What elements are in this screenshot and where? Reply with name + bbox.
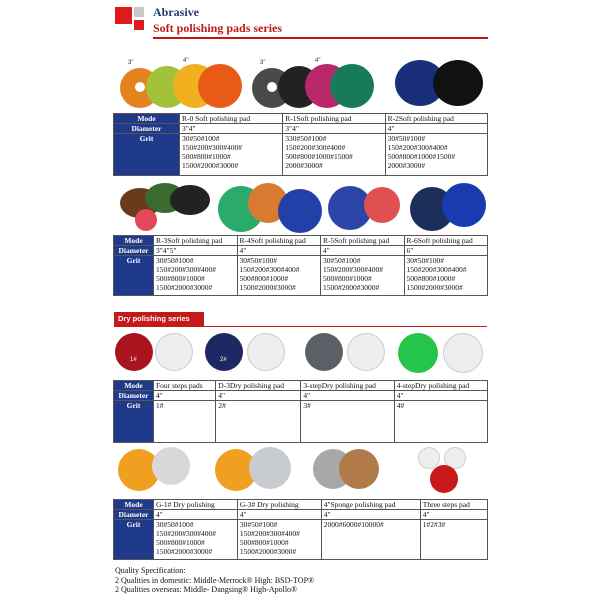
row-label-grit: Grit	[114, 134, 180, 176]
grit-line: 30#50#100#	[239, 520, 278, 529]
grit-line: 150#200#300#400#	[406, 265, 467, 274]
product-image-r5	[328, 183, 403, 233]
grit-cell	[237, 520, 321, 560]
spec-table-3	[113, 380, 488, 443]
grit-line: 150#200#300#400#	[387, 143, 448, 152]
product-image-4step	[398, 333, 488, 373]
size-label: 3"	[260, 60, 266, 66]
diameter-cell: 4"	[216, 391, 301, 401]
mode-cell: R-6Soft polishing pad	[404, 236, 488, 246]
grit-line: 150#200#300#400#	[239, 265, 300, 274]
spec-table-4	[113, 499, 488, 560]
grit-label: 2#	[220, 357, 227, 363]
grit-cell	[154, 520, 238, 560]
grit-line: 1500#2000#3000#	[323, 283, 380, 292]
grit-line: 1500#2000#3000#	[406, 283, 463, 292]
row-label-mode: Mode	[114, 114, 180, 124]
row-label-mode: Mode	[114, 500, 154, 510]
product-image-g1	[118, 447, 198, 492]
mode-cell: Three steps pad	[420, 500, 487, 510]
product-image-r4	[218, 183, 323, 233]
mode-cell: 3-stepDry polishing pad	[301, 381, 394, 391]
mode-cell: R-0 Soft polishing pad	[180, 114, 283, 124]
grit-line: 1500#2000#3000#	[239, 283, 296, 292]
grit-cell: 1#	[154, 401, 216, 443]
grit-cell: 3#	[301, 401, 394, 443]
grit-cell	[283, 134, 385, 176]
mode-cell: 4-stepDry polishing pad	[394, 381, 487, 391]
grit-line: 150#200#300#400#	[156, 529, 216, 538]
product-image-r1	[250, 58, 375, 108]
grit-line: 150#200#300#400#	[285, 143, 346, 152]
page-title: Abrasive	[153, 5, 199, 19]
grit-cell	[404, 256, 488, 296]
grit-line: 1500#2000#3000#	[156, 547, 213, 556]
size-label: 4"	[315, 58, 321, 64]
grit-line: 1500#2000#3000#	[182, 161, 239, 170]
grit-line: 30#50#100#	[156, 520, 194, 529]
grit-line: 500#800#1000#	[239, 274, 289, 283]
grit-line: 500#800#1000#1500#	[387, 152, 456, 161]
diameter-cell: 4"	[237, 246, 321, 256]
grit-line: 30#50#100#	[323, 256, 361, 265]
grit-cell	[180, 134, 283, 176]
grit-line: 500#800#1000#	[406, 274, 456, 283]
grit-line: 330#50#100#	[285, 134, 327, 143]
mode-cell: 4"Sponge polishing pad	[321, 500, 420, 510]
product-image-sponge	[313, 447, 383, 492]
diameter-cell: 4"	[385, 124, 487, 134]
mode-cell: R-4Soft polishing pad	[237, 236, 321, 246]
product-image-g3	[215, 447, 295, 492]
header-divider	[153, 37, 488, 39]
logo-square-red	[115, 7, 132, 24]
diameter-cell: 4"	[321, 246, 405, 256]
grit-line: 30#50#100#	[406, 256, 444, 265]
mode-cell: D-3Dry polishing pad	[216, 381, 301, 391]
diameter-cell: 4"	[237, 510, 321, 520]
diameter-cell: 3"4"	[180, 124, 283, 134]
mode-cell: G-3# Dry polishing	[237, 500, 321, 510]
grit-line: 150#200#300#400#	[156, 265, 216, 274]
mode-cell: R-5Soft polishing pad	[321, 236, 405, 246]
product-image-four-steps	[115, 333, 195, 373]
grit-line: 1500#2000#3000#	[156, 283, 213, 292]
diameter-cell: 3"4"	[283, 124, 385, 134]
product-image-r3	[115, 183, 215, 233]
product-image-3step	[305, 333, 390, 373]
quality-domestic: 2 Qualities in domestic: Middle-Merrock® High: BSD-TOP®	[115, 575, 315, 585]
quality-specification	[115, 566, 314, 595]
grit-line: 30#50#100#	[239, 256, 277, 265]
page-subtitle: Soft polishing pads series	[153, 21, 283, 35]
grit-line: 30#50#100#	[387, 134, 426, 143]
grit-line: 2000#3000#	[387, 161, 426, 170]
row-label-grit: Grit	[114, 256, 154, 296]
diameter-cell: 4"	[301, 391, 394, 401]
grit-cell: 1#2#3#	[420, 520, 487, 560]
mode-cell: Four steps pads	[154, 381, 216, 391]
row-label-mode: Mode	[114, 381, 154, 391]
grit-label: 1#	[130, 357, 137, 363]
grit-line: 500#800#1000#	[239, 538, 289, 547]
row-label-diameter: Diameter	[114, 510, 154, 520]
section-divider	[114, 326, 487, 327]
product-image-r2	[395, 58, 485, 108]
grit-line: 150#200#300#400#	[323, 265, 383, 274]
grit-cell: 2#	[216, 401, 301, 443]
product-image-d3	[205, 333, 290, 373]
grit-line: 150#200#300#400#	[182, 143, 242, 152]
grit-line: 500#800#1000#	[156, 538, 205, 547]
diameter-cell: 3"4"5"	[154, 246, 238, 256]
grit-cell: 2000#6000#10000#	[321, 520, 420, 560]
grit-cell	[237, 256, 321, 296]
diameter-cell: 4"	[154, 391, 216, 401]
grit-line: 500#800#1000#	[182, 152, 231, 161]
spec-table-1	[113, 113, 488, 176]
product-image-r0	[118, 58, 243, 108]
row-label-grit: Grit	[114, 520, 154, 560]
mode-cell: G-1# Dry polishing	[154, 500, 238, 510]
diameter-cell: 4"	[321, 510, 420, 520]
size-label: 3"	[128, 60, 134, 66]
row-label-mode: Mode	[114, 236, 154, 246]
grit-line: 150#200#300#400#	[239, 529, 300, 538]
size-label: 4"	[183, 58, 189, 64]
section-banner: Dry polishing series	[114, 312, 204, 326]
grit-cell	[321, 256, 405, 296]
diameter-cell: 4"	[154, 510, 238, 520]
grit-cell	[385, 134, 487, 176]
grit-line: 2000#3000#	[285, 161, 323, 170]
grit-line: 500#800#1000#1500#	[285, 152, 353, 161]
grit-cell: 4#	[394, 401, 487, 443]
product-image-r6	[410, 183, 488, 233]
row-label-grit: Grit	[114, 401, 154, 443]
row-label-diameter: Diameter	[114, 124, 180, 134]
grit-line: 30#50#100#	[156, 256, 194, 265]
logo-square-gray	[134, 7, 144, 17]
mode-cell: R-2Soft polishing pad	[385, 114, 487, 124]
quality-heading: Quality Specification:	[115, 566, 186, 575]
quality-overseas: 2 Qualities overseas: Middle- Dangsing® High-Apollo®	[115, 585, 298, 594]
diameter-cell: 4"	[394, 391, 487, 401]
row-label-diameter: Diameter	[114, 391, 154, 401]
grit-cell	[154, 256, 238, 296]
spec-table-2	[113, 235, 488, 296]
row-label-diameter: Diameter	[114, 246, 154, 256]
mode-cell: R-1Soft polishing pad	[283, 114, 385, 124]
diameter-cell: 6"	[404, 246, 488, 256]
mode-cell: R-3Soft polishing pad	[154, 236, 238, 246]
grit-line: 1500#2000#3000#	[239, 547, 297, 556]
grit-line: 30#50#100#	[182, 134, 220, 143]
grit-line: 500#800#1000#	[156, 274, 205, 283]
grit-line: 500#800#1000#	[323, 274, 372, 283]
logo-square-small-red	[134, 20, 144, 30]
diameter-cell: 4"	[420, 510, 487, 520]
product-image-three-steps	[418, 447, 488, 497]
